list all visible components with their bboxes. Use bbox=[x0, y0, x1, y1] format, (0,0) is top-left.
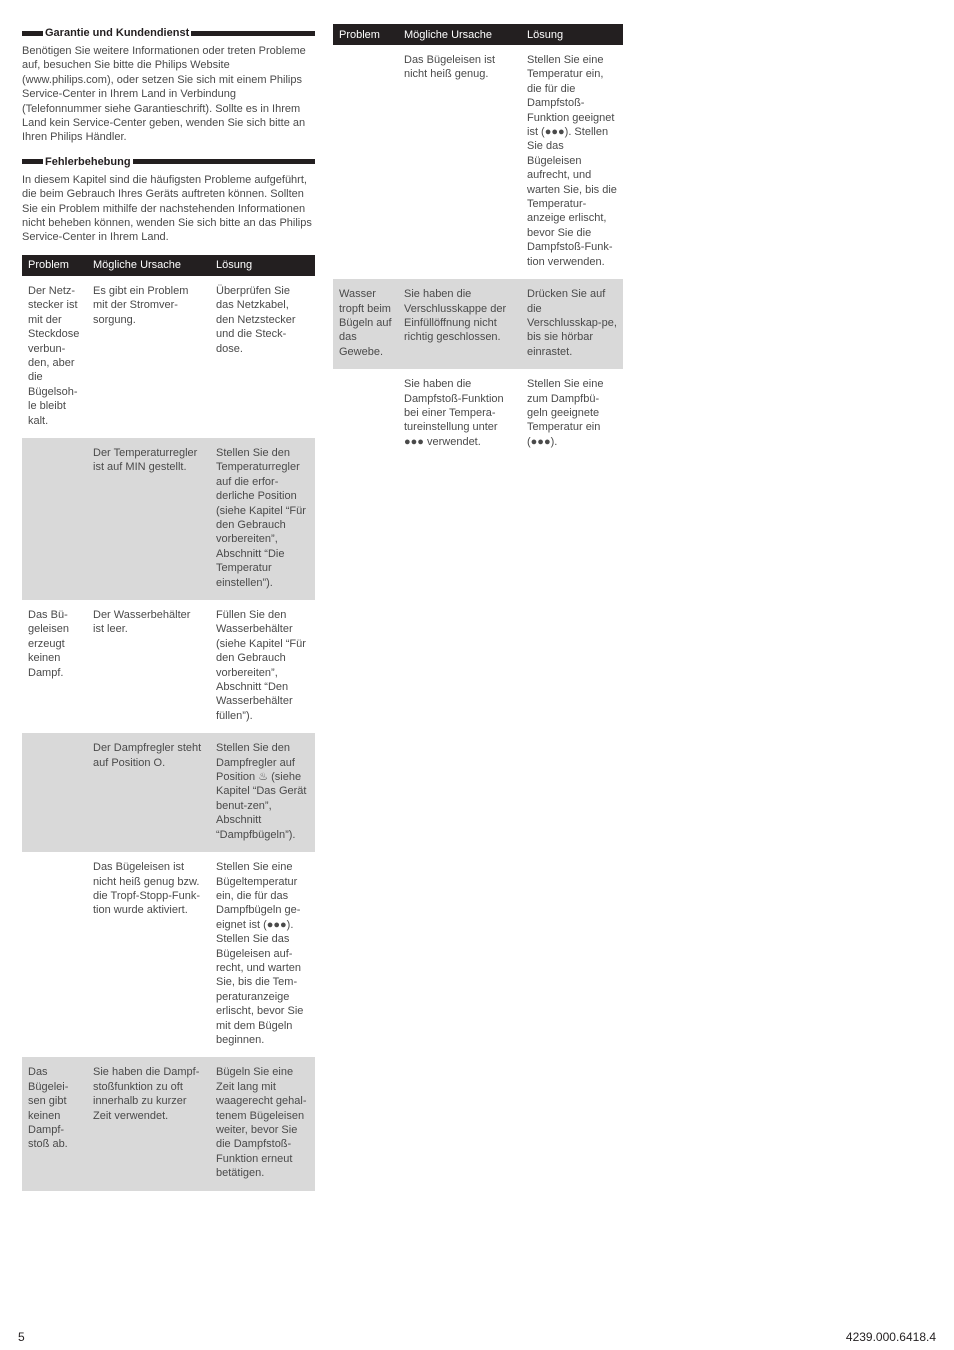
solution-cell: Stellen Sie eine Temperatur ein, die für die Dampfstoß-Funktion geeignet ist (●●●). Stellen Sie das Bügeleisen aufrecht, und warten Sie, bis die Temperatur-anzeige erlischt, bevor Sie die Dampfstoß-Funk-tion verwenden. bbox=[527, 54, 617, 268]
problem-cell bbox=[22, 438, 87, 600]
heading-rule bbox=[22, 31, 43, 36]
solution-cell: Überprüfen Sie das Netzkabel, den Netzstecker und die Steck-dose. bbox=[216, 284, 296, 355]
table-row bbox=[333, 369, 623, 459]
troubleshooting-table-right bbox=[333, 24, 623, 459]
header-cause: Mögliche Ursache bbox=[398, 24, 521, 45]
cause-cell: Der Wasserbehälter ist leer. bbox=[93, 609, 191, 636]
table-header-row bbox=[333, 24, 623, 45]
heading-rule bbox=[133, 159, 315, 164]
table-row bbox=[22, 733, 315, 852]
warranty-title: Garantie und Kundendienst bbox=[45, 27, 190, 39]
cause-cell: Sie haben die Dampfstoß-Funktion bei einer Tempera-tureinstellung unter ●●● verwendet. bbox=[404, 378, 504, 448]
table-row bbox=[22, 438, 315, 600]
solution-cell: Stellen Sie den Temperaturregler auf die erfor-derliche Position (siehe Kapitel “Für den Gebrauch vorbereiten”, Abschnitt “Die Temperatur einstellen”). bbox=[210, 438, 315, 600]
heading-rule bbox=[22, 159, 43, 164]
troubleshooting-title: Fehlerbehebung bbox=[45, 155, 131, 168]
right-column bbox=[333, 24, 623, 459]
warranty-heading bbox=[22, 26, 315, 40]
solution-cell: Drücken Sie auf die Verschlusskap-pe, bis sie hörbar einrastet. bbox=[521, 279, 623, 369]
solution-cell: Stellen Sie eine zum Dampfbü-geln geeignete Temperatur ein (●●●). bbox=[527, 378, 604, 448]
left-column bbox=[22, 26, 315, 1191]
cause-cell: Sie haben die Dampf-stoßfunktion zu oft innerhalb zu kurzer Zeit verwendet. bbox=[87, 1057, 210, 1190]
problem-cell bbox=[333, 45, 398, 279]
page-number: 5 bbox=[18, 1330, 25, 1344]
problem-cell: Das Bü-geleisen erzeugt keinen Dampf. bbox=[28, 609, 69, 679]
header-solution: Lösung bbox=[210, 255, 315, 276]
table-row bbox=[333, 45, 623, 279]
solution-cell: Bügeln Sie eine Zeit lang mit waagerecht gehal-tenem Bügeleisen weiter, bevor Sie die Dampfstoß-Funktion erneut betätigen. bbox=[210, 1057, 315, 1190]
problem-cell bbox=[333, 369, 398, 459]
table-row bbox=[333, 279, 623, 369]
solution-cell: Füllen Sie den Wasserbehälter (siehe Kapitel “Für den Gebrauch vorbereiten”, Abschnitt “Den Wasserbehälter füllen”). bbox=[216, 609, 306, 722]
problem-cell bbox=[22, 852, 87, 1057]
warranty-text: Benötigen Sie weitere Informationen oder treten Probleme auf, besuchen Sie bitte die Philips Website (www.philips.com), oder setzen Sie sich mit einem Philips Service-Center in Ihrem Land in Verbindung (Telefonnummer siehe Garantieschrift). Sollte es in Ihrem Land kein Service-Center geben, wenden Sie sich bitte an Ihren Philips Händler. bbox=[22, 45, 306, 144]
troubleshooting-heading bbox=[22, 155, 315, 169]
table-row bbox=[22, 276, 315, 438]
table-row bbox=[22, 852, 315, 1057]
cause-cell: Das Bügeleisen ist nicht heiß genug bzw. die Tropf-Stopp-Funk-tion wurde aktiviert. bbox=[93, 861, 200, 917]
troubleshooting-table-left bbox=[22, 255, 315, 1191]
cause-cell: Der Temperaturregler ist auf MIN gestellt. bbox=[87, 438, 210, 600]
problem-cell: Wasser tropft beim Bügeln auf das Gewebe. bbox=[333, 279, 398, 369]
header-solution: Lösung bbox=[521, 24, 623, 45]
table-row bbox=[22, 600, 315, 733]
cause-cell: Der Dampfregler steht auf Position O. bbox=[87, 733, 210, 852]
document-number: 4239.000.6418.4 bbox=[845, 1330, 936, 1344]
troubleshooting-intro: In diesem Kapitel sind die häufigsten Probleme aufgeführt, die beim Gebrauch Ihres Geräts auftreten können. Sollten Sie ein Problem mithilfe der nachstehenden Informationen nicht beheben können, wenden Sie sich bitte an das Philips Service-Center in Ihrem Land. bbox=[22, 173, 312, 244]
solution-cell: Stellen Sie eine Bügeltemperatur ein, die für das Dampfbügeln ge-eignet ist (●●●). Stellen Sie das Bügeleisen auf-recht, und warten Sie, bis die Tem-peraturanzeige erlischt, bevor Sie mit dem Bügeln beginnen. bbox=[216, 861, 304, 1046]
problem-cell: Der Netz-stecker ist mit der Steckdose verbun-den, aber die Bügelsoh-le bleibt kalt. bbox=[28, 284, 80, 427]
solution-cell: Stellen Sie den Dampfregler auf Position ♨ (siehe Kapitel “Das Gerät benut-zen”, Abschnitt “Dampfbügeln”). bbox=[210, 733, 315, 852]
cause-cell: Es gibt ein Problem mit der Stromver-sorgung. bbox=[93, 284, 189, 326]
problem-cell: Das Bügelei-sen gibt keinen Dampf-stoß ab. bbox=[22, 1057, 87, 1190]
table-row bbox=[22, 1057, 315, 1190]
cause-cell: Sie haben die Verschlusskappe der Einfüllöffnung nicht richtig geschlossen. bbox=[398, 279, 521, 369]
header-problem: Problem bbox=[333, 24, 398, 45]
problem-cell bbox=[22, 733, 87, 852]
cause-cell: Das Bügeleisen ist nicht heiß genug. bbox=[404, 54, 496, 81]
header-problem: Problem bbox=[22, 255, 87, 276]
heading-rule bbox=[191, 31, 315, 36]
table-header-row bbox=[22, 255, 315, 276]
header-cause: Mögliche Ursache bbox=[87, 255, 210, 276]
